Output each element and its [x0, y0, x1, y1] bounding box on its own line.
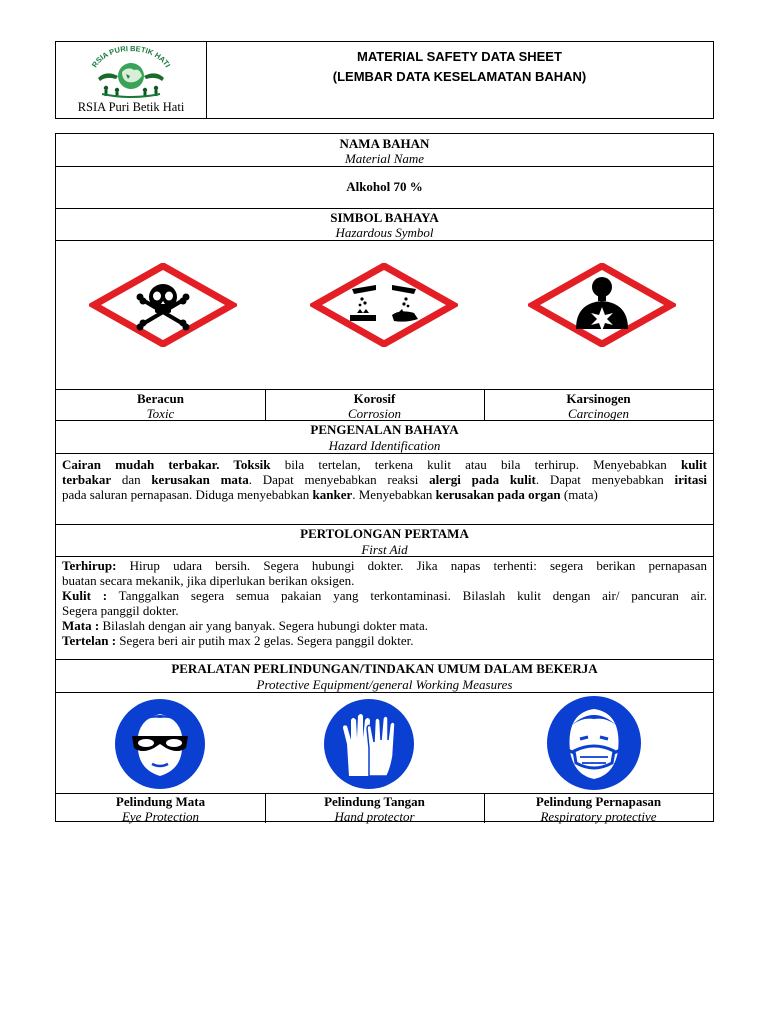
material-name-value: Alkohol 70 % — [346, 179, 423, 194]
ppe-hand-label: Pelindung Tangan Hand protector — [324, 794, 425, 824]
material-name-row — [56, 166, 713, 209]
hazard-symbol-header — [56, 208, 713, 241]
ppe-names-row — [56, 793, 713, 824]
ppe-icons-row — [56, 692, 713, 794]
hazard-toxic-label: Beracun Toxic — [137, 391, 184, 421]
mask-icon — [544, 695, 644, 791]
ppe-respiratory-label: Pelindung Pernapasan Respiratory protective — [535, 794, 662, 824]
document-subtitle: (LEMBAR DATA KESELAMATAN BAHAN) — [332, 69, 587, 84]
hazard-id-label: PENGENALAN BAHAYA — [310, 422, 459, 437]
first-aid-body — [56, 556, 713, 660]
material-name-label-en: Material Name — [344, 151, 425, 166]
hospital-logo — [84, 46, 178, 98]
ppe-header — [56, 659, 713, 693]
document-header — [55, 41, 714, 119]
hazard-icons-row — [56, 240, 713, 390]
hazard-carcinogen-label: Karsinogen Carcinogen — [566, 391, 631, 421]
health-hazard-icon — [528, 263, 676, 347]
hazard-id-header — [56, 420, 713, 454]
hazard-names-row — [56, 389, 713, 421]
document-title: MATERIAL SAFETY DATA SHEET — [357, 49, 562, 64]
material-name-header — [56, 134, 713, 166]
hazard-symbol-label: SIMBOL BAHAYA — [330, 210, 439, 225]
ppe-eye-label: Pelindung Mata Eye Protection — [115, 794, 206, 824]
svg-text:RSIA PURI BETIK HATI: RSIA PURI BETIK HATI — [89, 46, 173, 70]
gloves-icon — [319, 698, 419, 790]
hazard-id-label-en: Hazard Identification — [328, 438, 441, 453]
material-name-label: NAMA BAHAN — [339, 136, 430, 151]
msds-table — [55, 133, 714, 822]
first-aid-label: PERTOLONGAN PERTAMA — [300, 526, 469, 541]
hazard-corrosion-label: Korosif Corrosion — [348, 391, 401, 421]
organization-name: RSIA Puri Betik Hati — [77, 100, 185, 114]
first-aid-header — [56, 524, 713, 557]
first-aid-text: Terhirup: Hirup udara bersih. Segera hubungi dokter. Jika napas terhenti: segera berikan pernapasan buatan secara mekanik, jika diperlukan berikan oksigen. Kulit : Tanggalkan segera semua pakaian yang terkontaminasi. Bilaslah kulit dengan air/ pancuran air. Segera panggil dokter. Mata : Bilaslah dengan air yang banyak. Segera hubungi dokter mata. Tertelan : Segera beri air putih max 2 gelas. Segera panggil dokter. — [62, 558, 708, 648]
corrosion-icon — [310, 263, 458, 347]
ppe-label: PERALATAN PERLINDUNGAN/TINDAKAN UMUM DALAM BEKERJA — [171, 661, 598, 676]
hazard-id-text: Cairan mudah terbakar. Toksik bila tertelan, terkena kulit atau bila terhirup. Menyebabkan kulit terbakar dan kerusakan mata. Dapat menyebabkan reaksi alergi pada kulit. Dapat menyebabkan iritasi pada saluran pernapasan. Diduga menyebabkan kanker. Menyebabkan kerusakan pada organ (mata) — [62, 457, 707, 502]
hazard-symbol-label-en: Hazardous Symbol — [335, 225, 434, 240]
ppe-label-en: Protective Equipment/general Working Measures — [256, 677, 513, 692]
skull-crossbones-icon — [89, 263, 237, 347]
hazard-id-body — [56, 453, 713, 525]
first-aid-label-en: First Aid — [361, 542, 408, 557]
goggles-icon — [110, 698, 210, 790]
logo-cell — [56, 42, 207, 118]
